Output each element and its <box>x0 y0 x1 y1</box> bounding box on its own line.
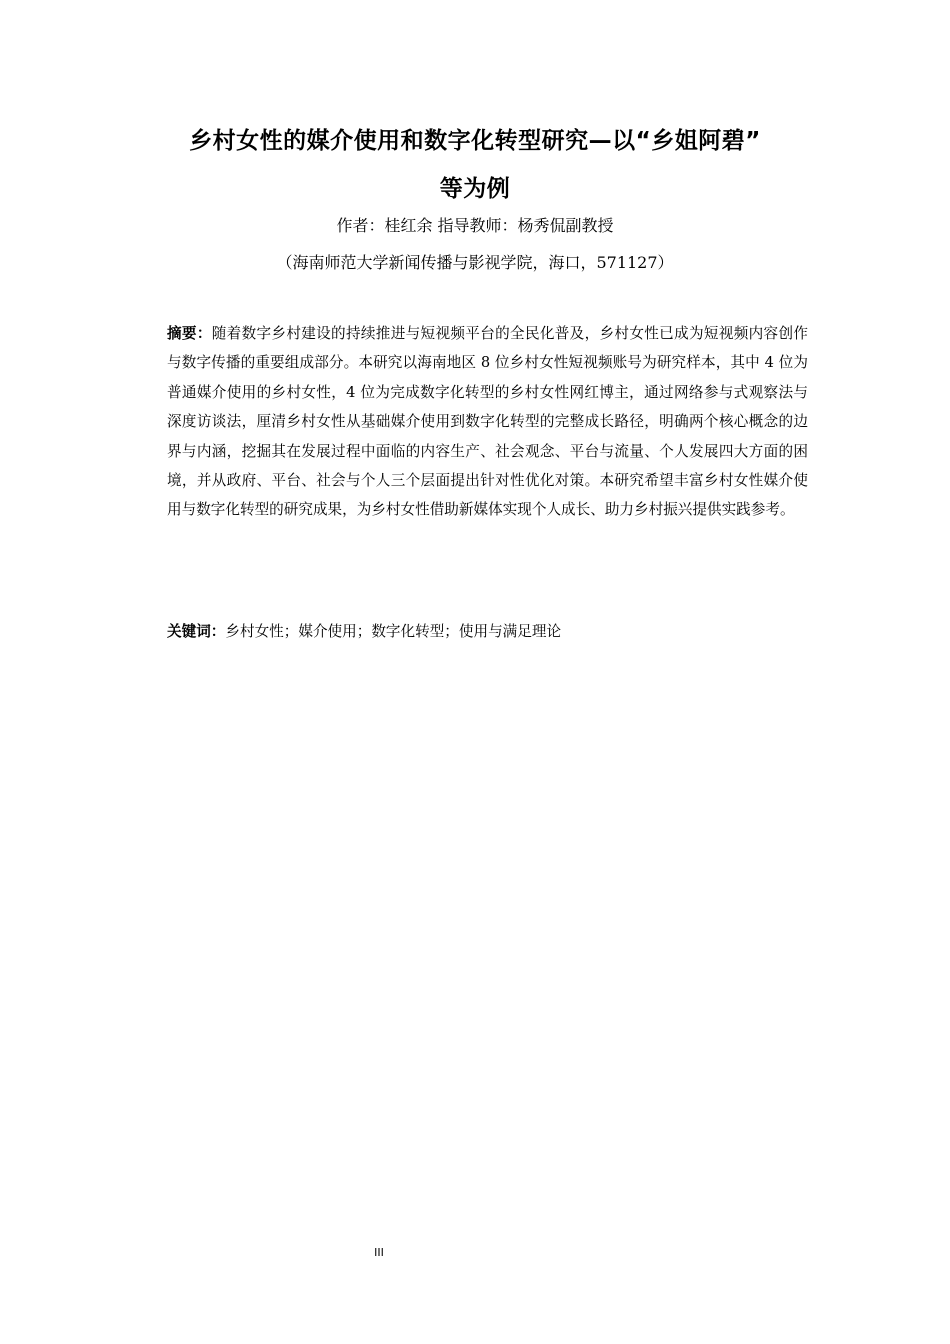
page-number: III <box>374 1246 384 1259</box>
paper-title <box>150 117 800 213</box>
keywords-text: 乡村女性；媒介使用；数字化转型；使用与满足理论 <box>225 623 562 640</box>
abstract-text: 随着数字乡村建设的持续推进与短视频平台的全民化普及，乡村女性已成为短视频内容创作与数字传播的重要组成部分。本研究以海南地区 8 位乡村女性短视频账号为研究样本，其中 4 位为普通媒介使用的乡村女性，4 位为完成数字化转型的乡村女性网红博主，通过网络参与式观察法与深度访谈法，厘清乡村女性从基础媒介使用到数字化转型的完整成长路径，明确两个核心概念的边界与内涵，挖掘其在发展过程中面临的内容生产、社会观念、平台与流量、个人发展四大方面的困境，并从政府、平台、社会与个人三个层面提出针对性优化对策。本研究希望丰富乡村女性媒介使用与数字化转型的研究成果，为乡村女性借助新媒体实现个人成长、助力乡村振兴提供实践参考。 <box>167 325 808 519</box>
author-line: 作者：桂红余 指导教师：杨秀侃副教授 <box>336 216 614 235</box>
keywords-label: 关键词： <box>167 623 226 640</box>
abstract-label: 摘要： <box>167 325 212 342</box>
abstract <box>167 319 808 525</box>
paper-title-line-2: 等为例 <box>439 176 511 202</box>
affiliation: （海南师范大学新闻传播与影视学院，海口，571127） <box>276 253 674 272</box>
paper-title-line-1: 乡村女性的媒介使用和数字化转型研究—以“乡姐阿碧” <box>189 128 761 154</box>
keywords <box>167 617 808 646</box>
